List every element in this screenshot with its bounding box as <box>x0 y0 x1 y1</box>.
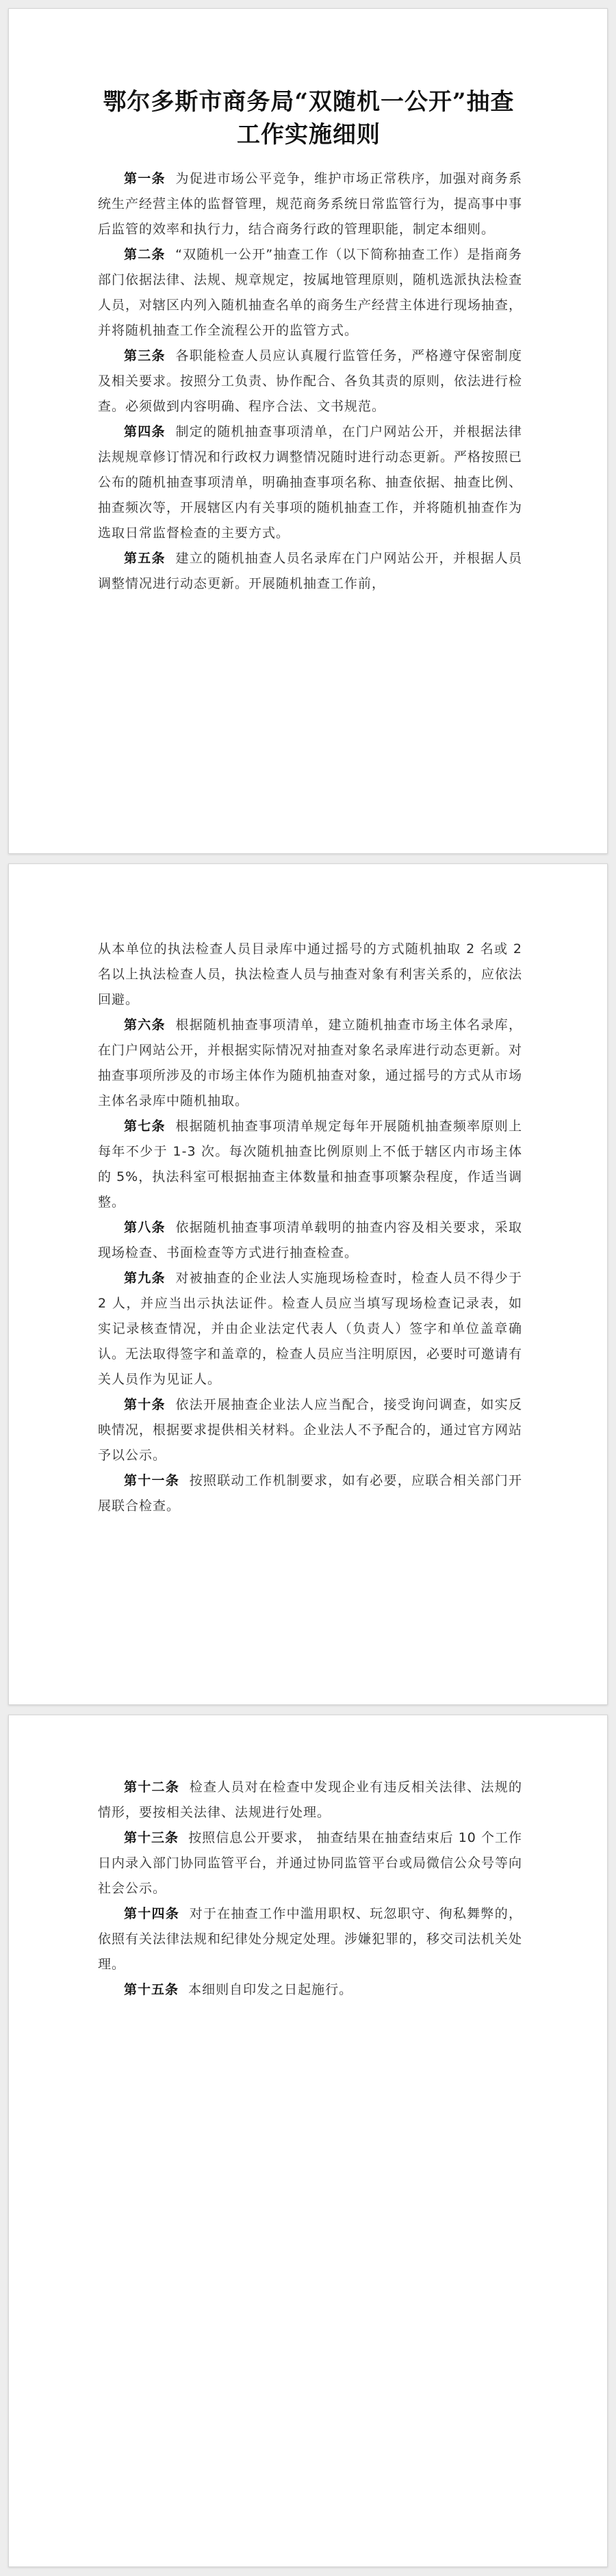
article-8 <box>98 1215 522 1266</box>
article-label: 第一条 <box>124 171 166 186</box>
article-text: 依法开展抽查企业法人应当配合，接受询问调查，如实反映情况，根据要求提供相关材料。企业法人不予配合的，通过官方网站予以公示。 <box>98 1397 523 1463</box>
article-text: 依据随机抽查事项清单载明的抽查内容及相关要求，采取现场检查、书面检查等方式进行抽查检查。 <box>98 1220 522 1260</box>
article-4 <box>98 419 522 546</box>
article-13 <box>98 1825 522 1901</box>
article-label: 第十五条 <box>124 1982 179 1997</box>
article-3 <box>98 343 522 419</box>
article-text: 按照信息公开要求， 抽查结果在抽查结束后 10 个工作日内录入部门协同监管平台，并通过协同监管平台或局微信公众号等向社会公示。 <box>98 1830 523 1896</box>
article-label: 第十三条 <box>124 1830 179 1845</box>
article-10 <box>98 1392 522 1468</box>
article-text: 为促进市场公平竞争，维护市场正常秩序，加强对商务系统生产经营主体的监督管理，规范商务系统日常监管行为，提高事中事后监管的效率和执行力，结合商务行政的管理职能，制定本细则。 <box>98 171 523 237</box>
article-6 <box>98 1013 522 1114</box>
article-label: 第六条 <box>124 1017 166 1032</box>
article-label: 第九条 <box>124 1271 166 1286</box>
article-text: 根据随机抽查事项清单规定每年开展随机抽查频率原则上每年不少于 1-3 次。每次随机抽查比例原则上不低于辖区内市场主体的 5%，执法科室可根据抽查主体数量和抽查事项繁杂程度，作适当调整。 <box>98 1119 522 1210</box>
article-label: 第十条 <box>124 1397 166 1412</box>
page-1-body <box>98 166 522 597</box>
article-text: 对于在抽查工作中滥用职权、玩忽职守、徇私舞弊的，依照有关法律法规和纪律处分规定处理。涉嫌犯罪的，移交司法机关处理。 <box>98 1906 523 1972</box>
article-label: 第八条 <box>124 1220 166 1235</box>
article-label: 第二条 <box>124 247 166 262</box>
document-title: 鄂尔多斯市商务局“双随机一公开”抽查工作实施细则 <box>103 88 515 148</box>
article-9 <box>98 1266 522 1392</box>
article-text: 按照联动工作机制要求，如有必要，应联合相关部门开展联合检查。 <box>98 1473 522 1513</box>
article-text: 检查人员对在检查中发现企业有违反相关法律、法规的情形，要按相关法律、法规进行处理。 <box>98 1780 522 1820</box>
document-page-2 <box>8 863 608 1705</box>
article-5-continued <box>98 937 522 1013</box>
article-text: “双随机一公开”抽查工作（以下简称抽查工作）是指商务部门依据法律、法规、规章规定，按属地管理原则，随机选派执法检查人员，对辖区内列入随机抽查名单的商务生产经营主体进行现场抽查，并将随机抽查工作全流程公开的监管方式。 <box>98 247 523 338</box>
article-text: 建立的随机抽查人员名录库在门户网站公开，并根据人员调整情况进行动态更新。开展随机抽查工作前， <box>98 551 522 591</box>
document-page-1 <box>8 8 608 854</box>
article-label: 第四条 <box>124 424 166 439</box>
article-label: 第十二条 <box>124 1780 180 1795</box>
article-label: 第十四条 <box>124 1906 180 1921</box>
article-label: 第五条 <box>124 551 166 566</box>
article-14 <box>98 1901 522 1977</box>
article-label: 第十一条 <box>124 1473 180 1488</box>
article-11 <box>98 1468 522 1519</box>
article-text: 根据随机抽查事项清单，建立随机抽查市场主体名录库，在门户网站公开，并根据实际情况对抽查对象名录库进行动态更新。对抽查事项所涉及的市场主体作为随机抽查对象，通过摇号的方式从市场主体名录库中随机抽取。 <box>98 1017 523 1108</box>
article-text: 对被抽查的企业法人实施现场检查时，检查人员不得少于 2 人，并应当出示执法证件。检查人员应当填写现场检查记录表，如实记录核查情况，并由企业法定代表人（负责人）签字和单位盖章确认。无法取得签字和盖章的，检查人员应当注明原因，必要时可邀请有关人员作为见证人。 <box>98 1271 523 1387</box>
page-3-body <box>98 1775 522 2003</box>
article-5 <box>98 546 522 597</box>
article-text: 本细则自印发之日起施行。 <box>188 1982 353 1997</box>
article-text: 从本单位的执法检查人员目录库中通过摇号的方式随机抽取 2 名或 2 名以上执法检查人员，执法检查人员与抽查对象有利害关系的，应依法回避。 <box>98 941 523 1007</box>
article-2 <box>98 242 522 343</box>
article-label: 第三条 <box>124 348 166 363</box>
page-2-body <box>98 937 522 1519</box>
article-text: 各职能检查人员应认真履行监管任务，严格遵守保密制度及相关要求。按照分工负责、协作配合、各负其责的原则，依法进行检查。必须做到内容明确、程序合法、文书规范。 <box>98 348 523 414</box>
article-12 <box>98 1775 522 1825</box>
article-15 <box>98 1977 522 2003</box>
document-page-3 <box>8 1715 608 2567</box>
article-label: 第七条 <box>124 1119 166 1134</box>
article-7 <box>98 1114 522 1215</box>
article-text: 制定的随机抽查事项清单，在门户网站公开，并根据法律法规规章修订情况和行政权力调整情况随时进行动态更新。严格按照已公布的随机抽查事项清单，明确抽查事项名称、抽查依据、抽查比例、抽查频次等，开展辖区内有关事项的随机抽查工作，并将随机抽查作为选取日常监督检查的主要方式。 <box>98 424 523 541</box>
article-1 <box>98 166 522 242</box>
